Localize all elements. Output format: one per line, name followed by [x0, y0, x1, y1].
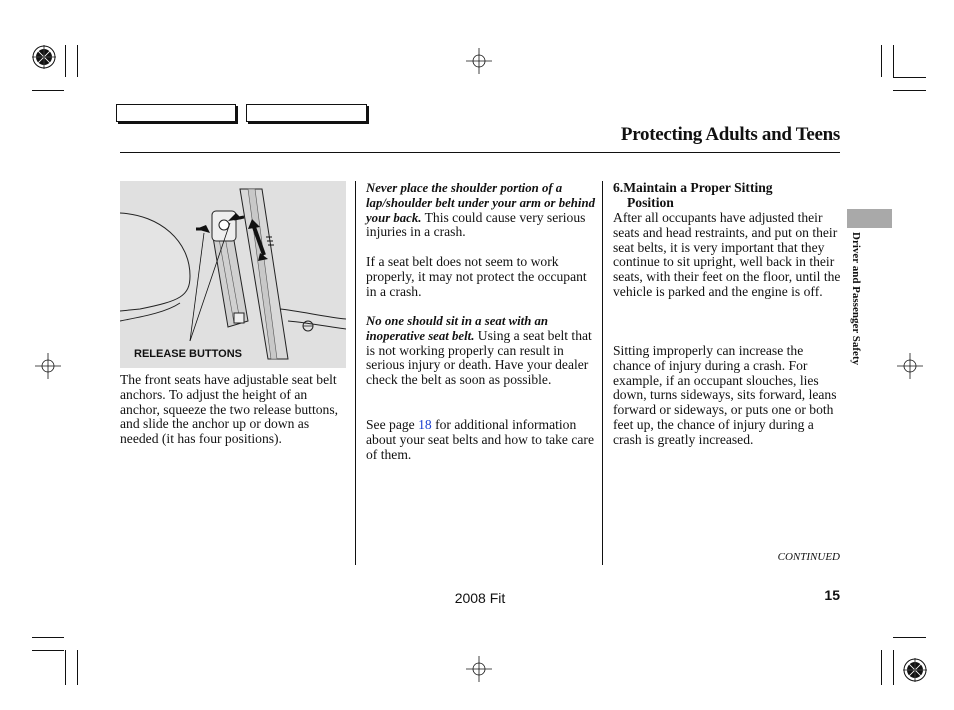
page-title: Protecting Adults and Teens	[620, 124, 840, 145]
header-nav-box-1[interactable]	[116, 104, 236, 122]
column-divider	[602, 181, 603, 565]
see-page-paragraph	[366, 418, 596, 462]
page-number: 15	[824, 587, 840, 603]
see-page-text-rest: for additional information about your seat belts and how to take care of them.	[366, 417, 594, 462]
warning-paragraph-inoperative-belt	[366, 314, 596, 388]
warning-lead: No one should sit in a seat with an inoperative seat belt.	[366, 314, 549, 343]
figure-label: RELEASE BUTTONS	[134, 348, 242, 360]
registration-crosshair-icon	[35, 353, 61, 379]
section-tab[interactable]	[847, 209, 892, 228]
section-heading-line-2: Position	[627, 194, 674, 210]
registration-crosshair-icon	[466, 48, 492, 74]
seat-belt-anchor-drawing	[120, 181, 346, 368]
anchor-adjust-paragraph: The front seats have adjustable seat belt anchors. To adjust the height of an anchor, squeeze the two release buttons, and slide the anchor up or down as needed (it has four positions).	[120, 372, 339, 447]
section-heading	[613, 181, 843, 211]
sitting-paragraph-2: Sitting improperly can increase the chance of injury during a crash. For example, if an occupant slouches, lies down, turns sideways, sits forward, leans forward or sideways, or puts one or both feet up, the chance of injury during a crash is greatly increased.	[613, 343, 837, 447]
registration-rosette-icon	[32, 45, 56, 69]
section-heading-line-1: 6.Maintain a Proper Sitting	[613, 180, 773, 195]
page-18-link[interactable]: 18	[418, 417, 432, 432]
header-nav-box-2[interactable]	[246, 104, 367, 122]
section-tab-label: Driver and Passenger Safety	[850, 232, 862, 366]
warning-text: This could cause very serious injuries in a crash.	[366, 209, 586, 240]
belt-malfunction-paragraph: If a seat belt does not seem to work properly, it may not protect the occupant in a crash.	[366, 254, 587, 299]
warning-paragraph-shoulder-belt	[366, 181, 596, 240]
registration-crosshair-icon	[897, 353, 923, 379]
see-page-text: See page	[366, 417, 419, 432]
title-divider	[120, 152, 840, 153]
registration-rosette-icon	[903, 658, 927, 682]
continued-label: CONTINUED	[777, 551, 840, 563]
footer-model: 2008 Fit	[454, 590, 506, 606]
registration-crosshair-icon	[466, 656, 492, 682]
warning-lead: Never place the shoulder portion of a lap/shoulder belt under your arm or behind your back.	[366, 181, 595, 225]
sitting-paragraph-1: After all occupants have adjusted their seats and head restraints, and put on their seat belts, it is very important that they continue to sit upright, well back in their seats, with their feet on the floor, until the vehicle is parked and the engine is off.	[613, 210, 841, 299]
warning-text: Using a seat belt that is not working properly can result in serious injury or death. Have your dealer check the belt as soon as possible.	[366, 327, 592, 388]
seat-belt-anchor-illustration	[120, 181, 346, 368]
column-divider	[355, 181, 356, 565]
